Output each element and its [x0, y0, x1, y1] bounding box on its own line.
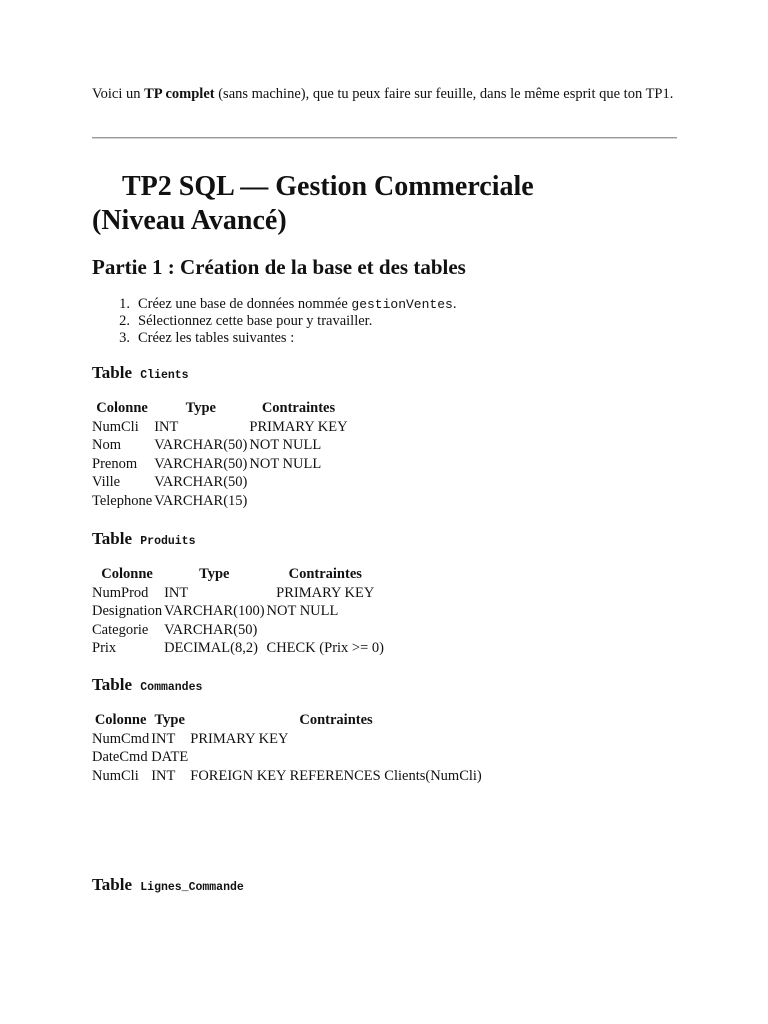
step-item: 3. Créez les tables suivantes :: [119, 330, 295, 347]
part1-heading: Partie 1 : Création de la base et des tables: [92, 255, 466, 279]
table-row: NumCli INT PRIMARY KEY: [92, 418, 348, 435]
intro-bold-text: TP complet: [144, 86, 215, 102]
table-header-row: Colonne Type Contraintes: [101, 566, 362, 582]
table-commandes-spec: [91, 711, 483, 785]
table-clients-spec: [91, 399, 349, 510]
table-row: Prenom VARCHAR(50) NOT NULL: [92, 455, 322, 472]
step-item: 2. Sélectionnez cette base pour y travailler.: [119, 313, 373, 330]
table-row: NumProd INT PRIMARY KEY: [92, 584, 375, 601]
table-header-row: Colonne Type Contraintes: [96, 400, 336, 416]
table-produits-spec: [91, 565, 385, 658]
table-row: NumCli INT FOREIGN KEY REFERENCES Clients(NumCli): [92, 767, 482, 784]
intro-text-start: Voici un: [92, 86, 145, 102]
db-name-code: gestionVentes: [351, 297, 453, 312]
title-line-1: TP2 SQL — Gestion Commerciale: [122, 171, 534, 202]
horizontal-divider: [92, 137, 677, 139]
intro-paragraph: [92, 86, 682, 104]
table-row: Nom VARCHAR(50) NOT NULL: [92, 437, 322, 453]
table-row: NumCmd INT PRIMARY KEY: [92, 730, 289, 747]
table-commandes-heading: Table Commandes: [92, 675, 203, 694]
step-item: 1. Créez une base de données nommée gestionVentes.: [119, 296, 457, 312]
intro-text-end: (sans machine), que tu peux faire sur feuille, dans le même esprit que ton TP1.: [214, 86, 674, 102]
table-clients-heading: Table Clients: [92, 363, 189, 382]
steps-list: [92, 296, 456, 348]
table-row: Ville VARCHAR(50): [92, 474, 248, 490]
table-row: DateCmd DATE: [92, 749, 189, 765]
document-title: [92, 170, 712, 238]
title-line-2: (Niveau Avancé): [92, 205, 287, 236]
table-row: Telephone VARCHAR(15): [92, 492, 248, 509]
table-row: Designation VARCHAR(100) NOT NULL: [92, 603, 339, 619]
table-lignes-commande-heading: Table Lignes_Commande: [92, 875, 244, 894]
table-row: Categorie VARCHAR(50): [92, 621, 258, 638]
table-row: Prix DECIMAL(8,2) CHECK (Prix >= 0): [92, 640, 384, 656]
table-header-row: Colonne Type Contraintes: [94, 712, 373, 728]
table-produits-heading: Table Produits: [92, 529, 196, 548]
